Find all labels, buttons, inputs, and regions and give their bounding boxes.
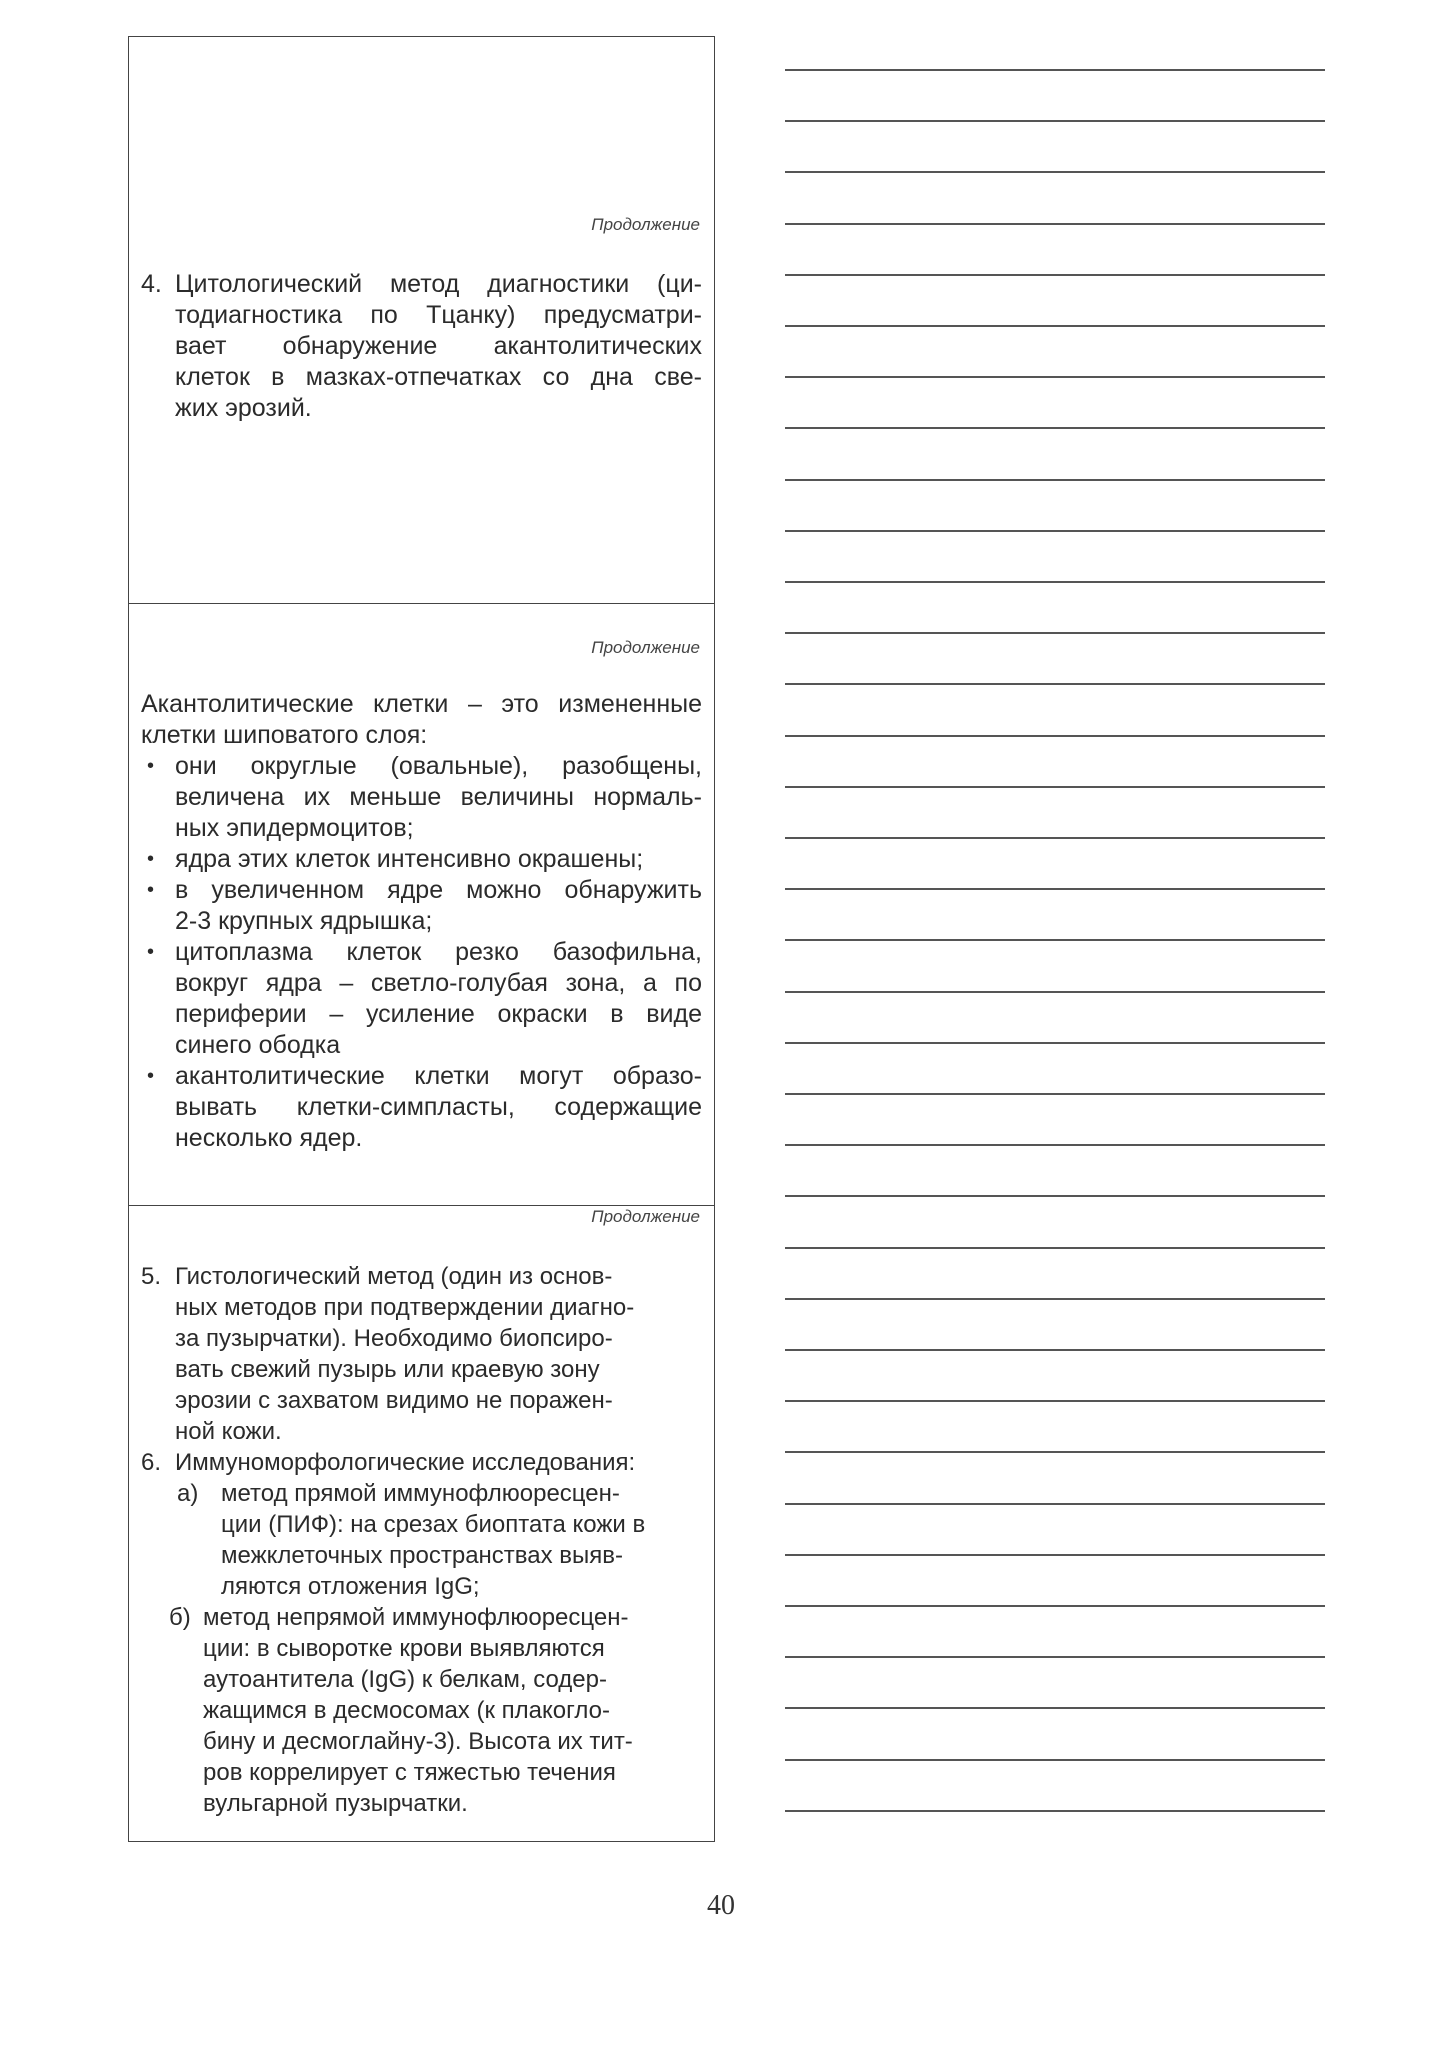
text-line: вает обнаружение акантолитических	[175, 332, 702, 360]
ruled-line	[785, 1503, 1325, 1505]
text-line: синего ободка	[175, 1031, 341, 1059]
text-box-histology-immunology	[128, 1205, 715, 1842]
item-number: 5.	[141, 1263, 162, 1290]
ruled-line	[785, 1042, 1325, 1044]
ruled-line	[785, 1759, 1325, 1761]
text-line: • ядра этих клеток интенсивно окрашены;	[175, 845, 644, 873]
text-line: жих эрозий.	[175, 394, 312, 422]
ruled-line	[785, 1400, 1325, 1402]
text-line: метод прямой иммунофлюоресцен-	[221, 1480, 620, 1507]
ruled-line	[785, 120, 1325, 122]
text-line: несколько ядер.	[175, 1124, 363, 1152]
ruled-line	[785, 632, 1325, 634]
text-box-acantholytic-cells	[128, 603, 715, 1206]
ruled-line	[785, 274, 1325, 276]
text-line: ной кожи.	[175, 1418, 282, 1445]
item-6	[141, 1447, 702, 1478]
text-line: Гистологический метод (один из основ-	[175, 1263, 613, 1290]
ruled-line	[785, 1349, 1325, 1351]
text-line: межклеточных пространствах выяв-	[221, 1542, 624, 1569]
ruled-line	[785, 69, 1325, 71]
text-line: вывать клетки-симпласты, содержащие	[175, 1093, 702, 1121]
text-line: ных эпидермоцитов;	[175, 814, 414, 842]
ruled-line	[785, 581, 1325, 583]
bullet-item	[141, 844, 702, 875]
ruled-line	[785, 991, 1325, 993]
text-box-cytology	[128, 36, 715, 604]
sub-item-b	[169, 1602, 702, 1819]
ruled-line	[785, 1247, 1325, 1249]
ruled-line	[785, 1298, 1325, 1300]
text-line: • в увеличенном ядре можно обнаружить	[175, 876, 702, 904]
ruled-line	[785, 735, 1325, 737]
ruled-line	[785, 530, 1325, 532]
ruled-line	[785, 325, 1325, 327]
ruled-line	[785, 1707, 1325, 1709]
text-line: ции: в сыворотке крови выявляются	[203, 1635, 605, 1662]
text-line: клетки шиповатого слоя:	[141, 721, 428, 749]
page-number: 40	[707, 1890, 735, 1921]
bullet-item	[141, 875, 702, 937]
sub-item-label: б)	[169, 1604, 191, 1631]
continuation-label: Продолжение	[591, 215, 700, 234]
text-line: вать свежий пузырь или краевую зону	[175, 1356, 600, 1383]
text-line: ции (ПИФ): на срезах биоптата кожи в	[221, 1511, 646, 1538]
text-line: клеток в мазках-отпечатках со дна све-	[175, 363, 702, 391]
ruled-line	[785, 223, 1325, 225]
item-4	[141, 269, 702, 424]
ruled-line	[785, 1810, 1325, 1812]
continuation-label: Продолжение	[591, 1207, 700, 1226]
text-line: • они округлые (овальные), разобщены,	[175, 752, 702, 780]
text-line: ных методов при подтверждении диагно-	[175, 1294, 635, 1321]
text-line: 2-3 крупных ядрышка;	[175, 907, 433, 935]
ruled-line	[785, 837, 1325, 839]
bullet-item	[141, 751, 702, 844]
bullet-item	[141, 1061, 702, 1154]
ruled-line	[785, 1656, 1325, 1658]
ruled-line	[785, 939, 1325, 941]
text-line: за пузырчатки). Необходимо биопсиро-	[175, 1325, 613, 1352]
text-line: Акантолитические клетки – это измененные	[141, 690, 702, 718]
ruled-line	[785, 376, 1325, 378]
acantholytic-description	[141, 689, 702, 1154]
sub-item-label: а)	[177, 1480, 199, 1507]
text-line: метод непрямой иммунофлюоресцен-	[203, 1604, 629, 1631]
ruled-line	[785, 1554, 1325, 1556]
continuation-label: Продолжение	[591, 638, 700, 657]
text-line: ляются отложения IgG;	[221, 1573, 480, 1600]
text-line: аутоантитела (IgG) к белкам, содер-	[203, 1666, 607, 1693]
bullet-item	[141, 937, 702, 1061]
text-line: эрозии с захватом видимо не поражен-	[175, 1387, 613, 1414]
methods-list	[141, 1261, 702, 1819]
ruled-line	[785, 888, 1325, 890]
ruled-line	[785, 1144, 1325, 1146]
ruled-line	[785, 1451, 1325, 1453]
ruled-line	[785, 1195, 1325, 1197]
text-line: бину и десмоглайну-3). Высота их тит-	[203, 1728, 633, 1755]
ruled-line	[785, 683, 1325, 685]
sub-item-a	[177, 1478, 702, 1602]
text-line: жащимся в десмосомах (к плакогло-	[203, 1697, 610, 1724]
item-number: 6.	[141, 1449, 162, 1476]
text-line: • цитоплазма клеток резко базофильна,	[175, 938, 702, 966]
item-5	[141, 1261, 702, 1447]
item-number: 4.	[141, 270, 162, 298]
text-line: Цитологический метод диагностики (ци-	[175, 270, 702, 298]
text-line: величена их меньше величины нормаль-	[175, 783, 702, 811]
ruled-line	[785, 786, 1325, 788]
ruled-line	[785, 1605, 1325, 1607]
text-line: тодиагностика по Тцанку) предусматри-	[175, 301, 702, 329]
ruled-line	[785, 427, 1325, 429]
text-line: ров коррелирует с тяжестью течения	[203, 1759, 616, 1786]
text-line: вокруг ядра – светло-голубая зона, а по	[175, 969, 702, 997]
text-line: • акантолитические клетки могут образо-	[175, 1062, 702, 1090]
text-line: периферии – усиление окраски в виде	[175, 1000, 702, 1028]
ruled-line	[785, 171, 1325, 173]
ruled-line	[785, 1093, 1325, 1095]
text-line: вульгарной пузырчатки.	[203, 1790, 468, 1817]
ruled-line	[785, 479, 1325, 481]
item-title: Иммуноморфологические исследования:	[175, 1449, 636, 1476]
